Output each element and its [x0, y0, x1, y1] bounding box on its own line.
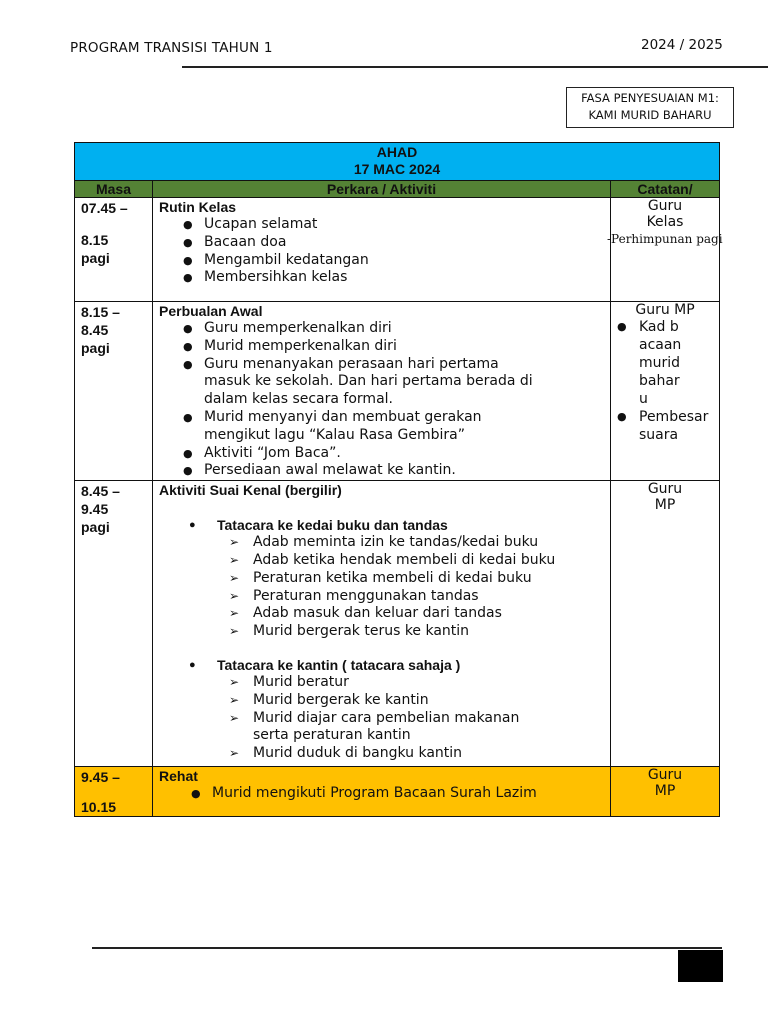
academic-year: 2024 / 2025 — [641, 37, 723, 53]
note-line: Guru MP — [635, 302, 695, 318]
footer-divider — [92, 947, 722, 949]
time-end: 8.45 — [81, 322, 109, 338]
time-end: 9.45 — [81, 501, 109, 518]
time-start: 8.15 – — [81, 304, 120, 320]
time-start: 07.45 – — [81, 200, 128, 216]
list-item: ● Persediaan awal melawat ke kantin. — [183, 462, 610, 480]
activity-cell — [153, 198, 611, 302]
list-item: ➢ Murid diajar cara pembelian makanan serta peraturan kantin — [229, 710, 553, 746]
list-item: ● Guru memperkenalkan diri — [183, 320, 610, 338]
note-line: Guru — [647, 481, 683, 498]
list-item: ➢ Adab ketika hendak membeli di kedai buku — [229, 552, 610, 570]
table-row — [75, 302, 720, 481]
col-masa: Masa — [75, 181, 153, 198]
list-item: ● Murid mengikuti Program Bacaan Surah Lazim — [191, 785, 610, 803]
header-divider — [182, 66, 768, 68]
note-line: Guru — [647, 198, 683, 214]
activity-cell — [153, 767, 611, 817]
phase-line-2: KAMI MURID BAHARU — [588, 108, 712, 122]
notes-cell — [611, 481, 720, 767]
time-period: pagi — [81, 340, 110, 356]
note-line: Guru — [647, 767, 683, 784]
note-line: -Perhimpunan pagi — [607, 232, 723, 246]
time-end: 10.15 — [81, 799, 117, 816]
activity-title: Aktiviti Suai Kenal (bergilir) — [159, 482, 342, 499]
list-item: ● Guru menanyakan perasaan hari pertama masuk ke sekolah. Dan hari pertama berada di dalam kelas secara formal. — [183, 356, 544, 409]
table-title — [75, 143, 720, 181]
list-item: ● Aktiviti “Jom Baca”. — [183, 445, 610, 463]
table-header-row — [75, 181, 720, 198]
time-cell — [75, 302, 153, 481]
activity-title: Perbualan Awal — [159, 303, 263, 319]
page-number-box — [678, 950, 723, 982]
program-title: PROGRAM TRANSISI TAHUN 1 — [70, 40, 273, 56]
time-period: pagi — [81, 519, 110, 536]
notes-cell — [611, 302, 720, 481]
table-row — [75, 198, 720, 302]
subsection-title: ● Tatacara ke kantin ( tatacara sahaja ) — [159, 657, 610, 674]
list-item: ➢ Peraturan menggunakan tandas — [229, 588, 610, 606]
list-item: ➢ Murid bergerak ke kantin — [229, 692, 610, 710]
time-start: 9.45 – — [81, 769, 120, 786]
time-cell — [75, 198, 153, 302]
list-item: ● Membersihkan kelas — [183, 269, 610, 287]
list-item: ● Murid menyanyi dan membuat gerakan mengikut lagu “Kalau Rasa Gembira” — [183, 409, 524, 445]
activity-cell — [153, 481, 611, 767]
list-item: ➢ Adab meminta izin ke tandas/kedai buku — [229, 534, 610, 552]
subsection-title: ● Tatacara ke kedai buku dan tandas — [159, 517, 610, 534]
note-line: MP — [654, 783, 676, 800]
phase-line-1: FASA PENYESUAIAN M1: — [581, 91, 719, 105]
day-label: AHAD — [376, 144, 418, 160]
table-row — [75, 481, 720, 767]
col-catatan: Catatan/ — [611, 181, 720, 198]
list-item: ➢ Murid bergerak terus ke kantin — [229, 623, 610, 641]
list-item: ● Kad bacaan murid baharu — [617, 318, 684, 408]
activity-title: Rutin Kelas — [159, 199, 237, 215]
list-item: ● Ucapan selamat — [183, 216, 610, 234]
list-item: ● Bacaan doa — [183, 234, 610, 252]
time-cell — [75, 481, 153, 767]
time-period: pagi — [81, 250, 110, 266]
note-line: MP — [654, 497, 676, 514]
phase-box — [566, 87, 734, 128]
col-perkara: Perkara / Aktiviti — [153, 181, 611, 198]
schedule-table — [74, 142, 723, 817]
list-item: ● Pembesar suara — [617, 408, 711, 444]
note-line: Kelas — [646, 214, 684, 230]
time-cell — [75, 767, 153, 817]
activity-cell — [153, 302, 611, 481]
notes-cell — [607, 198, 723, 302]
table-row — [75, 767, 720, 817]
notes-cell — [611, 767, 720, 817]
list-item: ➢ Adab masuk dan keluar dari tandas — [229, 605, 610, 623]
time-end: 8.15 — [81, 232, 109, 248]
time-start: 8.45 – — [81, 483, 120, 500]
list-item: ➢ Peraturan ketika membeli di kedai buku — [229, 570, 610, 588]
list-item: ➢ Murid beratur — [229, 674, 610, 692]
list-item: ● Mengambil kedatangan — [183, 252, 610, 270]
list-item: ● Murid memperkenalkan diri — [183, 338, 610, 356]
activity-title: Rehat — [159, 768, 198, 785]
list-item: ➢ Murid duduk di bangku kantin — [229, 745, 610, 763]
date-label: 17 MAC 2024 — [353, 161, 441, 177]
